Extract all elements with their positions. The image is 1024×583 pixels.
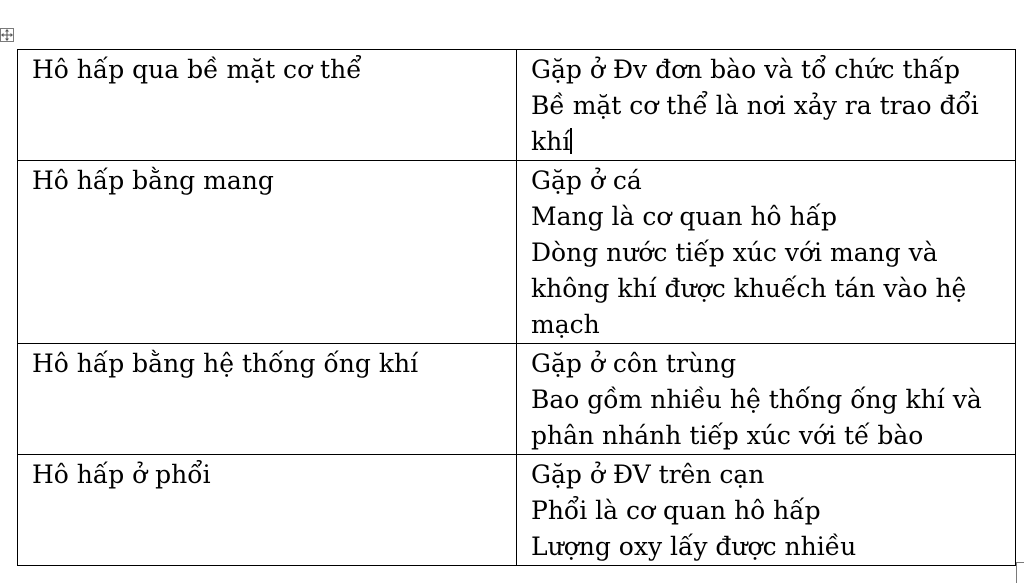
description-line: mạch bbox=[531, 310, 600, 339]
description-line: Phổi là cơ quan hô hấp bbox=[531, 496, 821, 525]
description-line: Gặp ở cá bbox=[531, 166, 642, 195]
table-cell-description[interactable] bbox=[517, 344, 1016, 455]
table-row bbox=[18, 161, 1016, 344]
method-text: Hô hấp qua bề mặt cơ thể bbox=[32, 55, 362, 84]
table-move-handle-icon[interactable] bbox=[0, 28, 14, 42]
respiration-table[interactable] bbox=[17, 49, 1016, 566]
description-line: phân nhánh tiếp xúc với tế bào bbox=[531, 421, 924, 450]
table-cell-method[interactable] bbox=[18, 161, 517, 344]
table-cell-description[interactable] bbox=[517, 455, 1016, 566]
table-row bbox=[18, 455, 1016, 566]
table-row bbox=[18, 344, 1016, 455]
description-line: Bao gồm nhiều hệ thống ống khí và bbox=[531, 385, 982, 414]
description-line: khí bbox=[531, 127, 571, 156]
description-line: Dòng nước tiếp xúc với mang và bbox=[531, 238, 938, 267]
method-text: Hô hấp ở phổi bbox=[32, 460, 211, 489]
method-text: Hô hấp bằng hệ thống ống khí bbox=[32, 349, 419, 378]
table-resize-icon[interactable] bbox=[1016, 562, 1024, 583]
description-line: Gặp ở ĐV trên cạn bbox=[531, 460, 765, 489]
table-row bbox=[18, 50, 1016, 161]
table-cell-method[interactable] bbox=[18, 50, 517, 161]
description-line: Gặp ở Đv đơn bào và tổ chức thấp bbox=[531, 55, 960, 84]
description-line-with-caret bbox=[531, 124, 1007, 160]
table-cell-description[interactable] bbox=[517, 161, 1016, 344]
description-line: không khí được khuếch tán vào hệ bbox=[531, 274, 967, 303]
table-cell-method[interactable] bbox=[18, 344, 517, 455]
description-line: Bề mặt cơ thể là nơi xảy ra trao đổi bbox=[531, 91, 979, 120]
table-cell-method[interactable] bbox=[18, 455, 517, 566]
description-line: Mang là cơ quan hô hấp bbox=[531, 202, 837, 231]
text-caret bbox=[570, 128, 572, 154]
description-line: Lượng oxy lấy được nhiều bbox=[531, 532, 857, 561]
table-cell-description[interactable] bbox=[517, 50, 1016, 161]
method-text: Hô hấp bằng mang bbox=[32, 166, 274, 195]
description-line: Gặp ở côn trùng bbox=[531, 349, 737, 378]
